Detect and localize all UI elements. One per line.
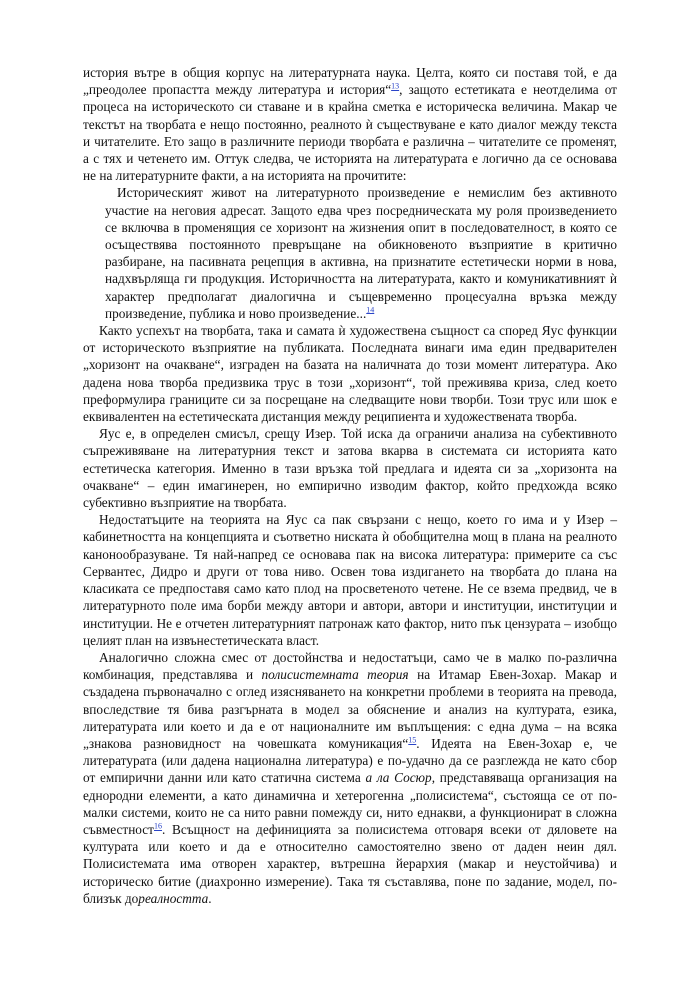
block-quote-text: Историческият живот на литературното произведение е немислим без активното участие на неговия адресат. Защото едва чрез посредническата му роля произведението се включва в променящия се хоризонт на жизнения опит в последователност, в която се осъществява постоянното превръщане на обикновеното възприятие в критично разбиране, на пасивната рецепция в активна, на признатите естетически норми в нова, надхвърляща ги продукция. Историчността на литературата, както и комуникативният ѝ характер предполагат диалогична и същевременно процесуална връзка между произведение, публика и ново произведение... [105,185,617,321]
footnote-ref-13[interactable]: 13 [391,81,400,91]
a-la-saussure-term: а ла Сосюр [365,770,432,786]
paragraph-1-text-b: , защото естетиката е неотделима от процеса на историческото си ставане и в крайна сметка е историческа величина. Макар че текстът на творбата е нещо постоянно, реалното ѝ съществуване е като диалог между текста и читателите. Ето защо в различните периоди творбата е различна – читателите се променят, а с тях и четенето им. Оттук следва, че историята на литературата е логично да се основава не на литературните факти, а на историята на прочитите: [83,82,617,184]
paragraph-5-text-d: , представяваща организация на еднородни елементи, а като динамична и хетерогенна „полисистема“, състояща се от по-малки системи, които не са нито равни помежду си, нито еднакви, а функционират в сложна съвместност [83,770,617,837]
page-body [83,64,617,907]
paragraph-1 [83,64,617,184]
paragraph-5-text-b: на Итамар Евен-Зохар. Макар и създадена първоначално с оглед изясняването на конкретни проблеми в теорията на превода, впоследствие тя бива разгърната в модел за обяснение и анализ на културата, езика, литературата или което и да е от националните им въплъщения: с една дума – на всяка „знакова разновидност на човешката комуникация“ [83,667,617,751]
paragraph-5-text-c: . Идеята на Евен-Зохар е, че литературата (или дадена национална литература) е по-удачно да се разглежда не като сбор от емпирични данни или като статична система [83,735,618,786]
footnote-ref-16[interactable]: 16 [154,821,162,831]
footnote-ref-15[interactable]: 15 [408,735,417,745]
paragraph-5-text-f: . [208,890,212,906]
reality-term: реалността [138,890,209,906]
paragraph-5-text-e: . Всъщност на дефиницията за полисистема отговаря всеки от дяловете на културата или което и да е относително самостоятелно звено от даден неин дял. Полисистемата има отворен характер, вътрешна йерархия (макар и неустойчива) и историческо битие (диахронно измерение). Така тя съставлява, поне по задание, модел, по-близък до [83,821,617,906]
paragraph-2: Както успехът на творбата, така и самата ѝ художествена същност са според Яус функции от историческото възприятие на публиката. Последната винаги има един предварителен „хоризонт на очакване“, изграден на базата на наличната до този момент литература. Ако дадена нова творба предизвика трус в този „хоризонт“, той преживява криза, след което преформулира границите си за посрещане на следващите нови творби. Този трус или шок е еквивалентен на естетическата дистанция между реципиента и художествената творба. [83,323,617,425]
paragraph-3: Яус е, в определен смисъл, срещу Изер. Той иска да ограничи анализа на субективното съпреживяване на литературния текст и затова вкарва в системата си историята като естетическа категория. Именно в тази връзка той предлага и идеята си за „хоризонта на очакване“ – един имагинерен, но емпирично изводим фактор, който предхожда всяко субективно възприятие на творбата. [83,426,617,511]
paragraph-5-text-a: Аналогично сложна смес от достойнства и недостатъци, само че в малко по-различна комбинация, представлява и [83,649,617,683]
footnote-ref-14[interactable]: 14 [366,305,375,315]
polysystem-theory-term: полисистемната теория [261,667,409,683]
paragraph-1-text-a: история вътре в общия корпус на литературната наука. Целта, която си поставя той, е да „преодолее пропастта между литература и история“ [83,65,617,98]
paragraph-4: Недостатъците на теорията на Яус са пак свързани с нещо, което го има и у Изер – кабинетността на концепцията и съответно ниската ѝ обобщителна мощ в плана на реалното канонообразуване. Тя най-напред се основава пак на висока литература: примерите са със Сервантес, Дидро и други от това ниво. Освен това издигането на творбата до плана на класиката се предпоставя само като плод на просветеното четене. Не се взема предвид, че в литературното поле има борби между автори и автори, автори и институции, институции и институции. Не е отчетен литературният патронаж като фактор, нито пък цензурата – изобщо целият план на извънестетическата власт. [83,512,617,648]
paragraph-5 [83,649,617,907]
block-quote [105,184,617,322]
